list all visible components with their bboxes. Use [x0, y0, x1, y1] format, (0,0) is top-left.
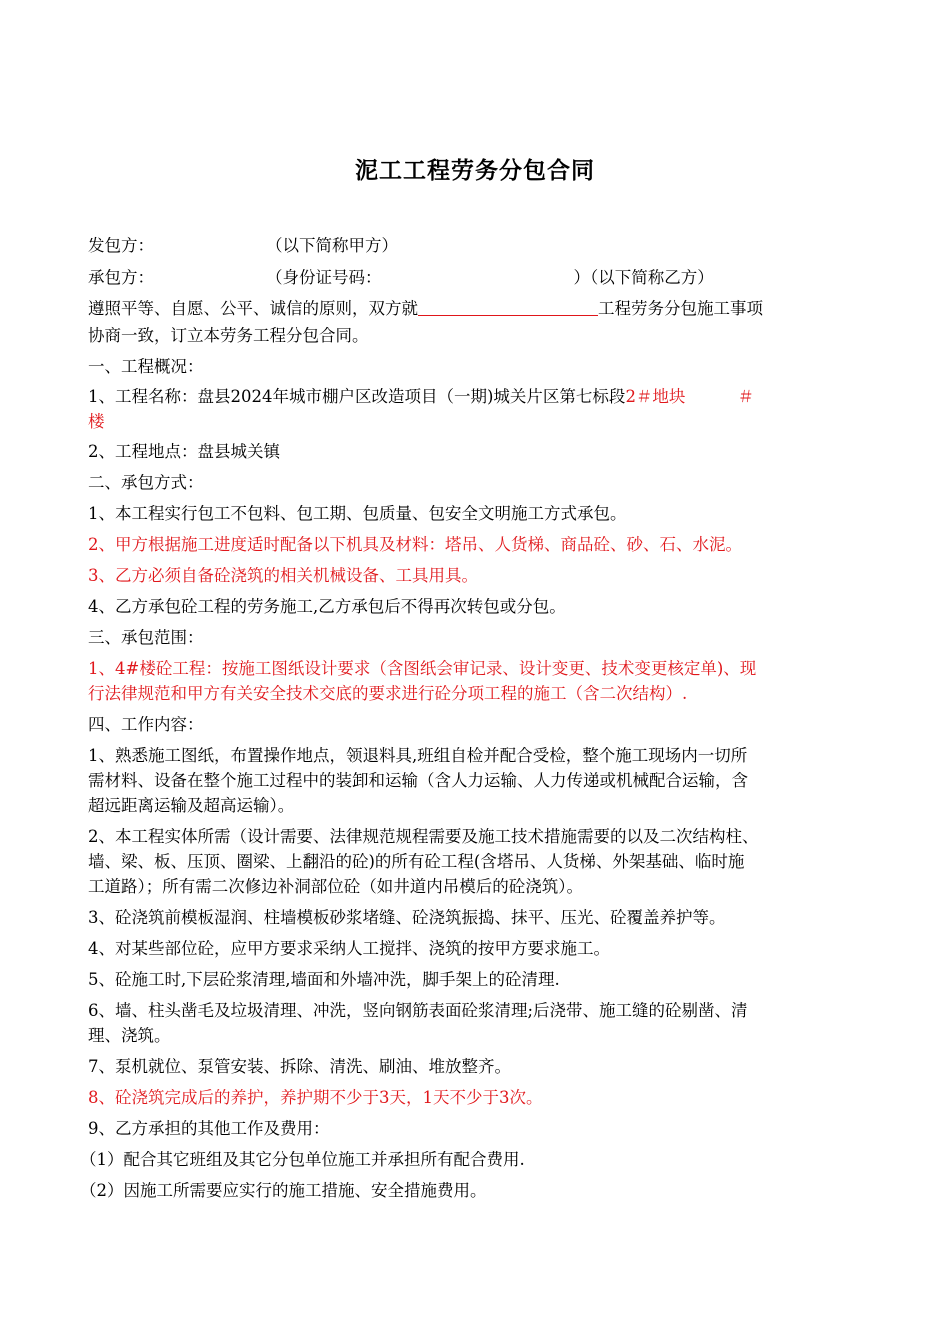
- intro-text-2: 工程劳务分包施工事项: [598, 299, 763, 318]
- document-title: 泥工工程劳务分包合同: [355, 158, 595, 184]
- party-b-label: 承包方：: [88, 268, 154, 287]
- s4-item-6-line-1: 6、墙、柱头凿毛及垃圾清理、冲洗，竖向钢筋表面砼浆清理;后浇带、施工缝的砼剔凿、清: [88, 1001, 748, 1020]
- intro-line-2: 协商一致，订立本劳务工程分包合同。: [88, 326, 369, 345]
- project-name-line: [88, 383, 858, 410]
- section-2-heading: 二、承包方式：: [88, 473, 204, 492]
- s2-item-2: 2、甲方根据施工进度适时配备以下机具及材料：塔吊、人货梯、商品砼、砂、石、水泥。: [88, 535, 742, 554]
- s4-item-1-line-1: 1、熟悉施工图纸，布置操作地点，领退料具,班组自检并配合受检，整个施工现场内一切所: [88, 746, 748, 765]
- s4-item-9-sub-2: （2）因施工所需要应实行的施工措施、安全措施费用。: [80, 1181, 487, 1200]
- s4-item-2-line-3: 工道路）；所有需二次修边补洞部位砼（如井道内吊模后的砼浇筑）。: [88, 877, 583, 896]
- intro-line-1: [88, 295, 858, 322]
- project-name-text: 1、工程名称：盘县2024年城市棚户区改造项目（一期)城关片区第七标段: [88, 387, 626, 406]
- s4-item-2-line-2: 墙、梁、板、压顶、圈梁、上翻沿的砼)的所有砼工程(含塔吊、人货梯、外架基础、临时施: [88, 852, 745, 871]
- party-a-note: （以下简称甲方）: [266, 236, 398, 255]
- s4-item-6-line-2: 理、浇筑。: [88, 1026, 171, 1045]
- s4-item-1-line-3: 超远距离运输及超高运输）。: [88, 796, 295, 815]
- party-b-note: （以下简称乙方）: [590, 268, 714, 287]
- s3-item-1-line-1: 1、4#楼砼工程：按施工图纸设计要求（含图纸会审记录、设计变更、技术变更核定单)、现: [88, 659, 757, 678]
- s4-item-9-sub-1: （1）配合其它班组及其它分包单位施工并承担所有配合费用.: [80, 1150, 525, 1169]
- s4-item-3: 3、砼浇筑前模板湿润、柱墙模板砂浆堵缝、砼浇筑振捣、抹平、压光、砼覆盖养护等。: [88, 908, 726, 927]
- project-plot-red: 2＃地块: [625, 387, 686, 406]
- party-b-id-label: （身份证号码：: [266, 268, 382, 287]
- s4-item-7: 7、泵机就位、泵管安装、拆除、清洗、刷油、堆放整齐。: [88, 1057, 511, 1076]
- s4-item-9: 9、乙方承担的其他工作及费用：: [88, 1119, 330, 1138]
- s4-item-8: 8、砼浇筑完成后的养护，养护期不少于3天，1天不少于3次。: [88, 1088, 543, 1107]
- intro-text-1: 遵照平等、自愿、公平、诚信的原则，双方就: [88, 299, 418, 318]
- party-a-line: [88, 232, 858, 259]
- s4-item-1-line-2: 需材料、设备在整个施工过程中的装卸和运输（含人力运输、人力传递或机械配合运输，含: [88, 771, 748, 790]
- s2-item-1: 1、本工程实行包工不包料、包工期、包质量、包安全文明施工方式承包。: [88, 504, 627, 523]
- s2-item-4: 4、乙方承包砼工程的劳务施工,乙方承包后不得再次转包或分包。: [88, 597, 566, 616]
- party-b-line: [88, 264, 858, 291]
- s4-item-2-line-1: 2、本工程实体所需（设计需要、法律规范规程需要及施工技术措施需要的以及二次结构柱、: [88, 827, 759, 846]
- building-number-red: ＃: [737, 387, 754, 406]
- s4-item-4: 4、对某些部位砼，应甲方要求采纳人工搅拌、浇筑的按甲方要求施工。: [88, 939, 610, 958]
- project-location: 2、工程地点：盘县城关镇: [88, 442, 280, 461]
- s3-item-1-line-2: 行法律规范和甲方有关安全技术交底的要求进行砼分项工程的施工（含二次结构）.: [88, 684, 688, 703]
- section-3-heading: 三、承包范围：: [88, 628, 204, 647]
- section-1-heading: 一、工程概况：: [88, 357, 204, 376]
- s2-item-3: 3、乙方必须自备砼浇筑的相关机械设备、工具用具。: [88, 566, 478, 585]
- party-a-label: 发包方：: [88, 236, 154, 255]
- project-blank: [418, 297, 598, 316]
- party-b-id-close: ）: [573, 268, 590, 287]
- project-name-line-2: 楼: [88, 412, 105, 431]
- section-4-heading: 四、工作内容：: [88, 715, 204, 734]
- s4-item-5: 5、砼施工时,下层砼浆清理,墙面和外墙冲洗，脚手架上的砼清理.: [88, 970, 560, 989]
